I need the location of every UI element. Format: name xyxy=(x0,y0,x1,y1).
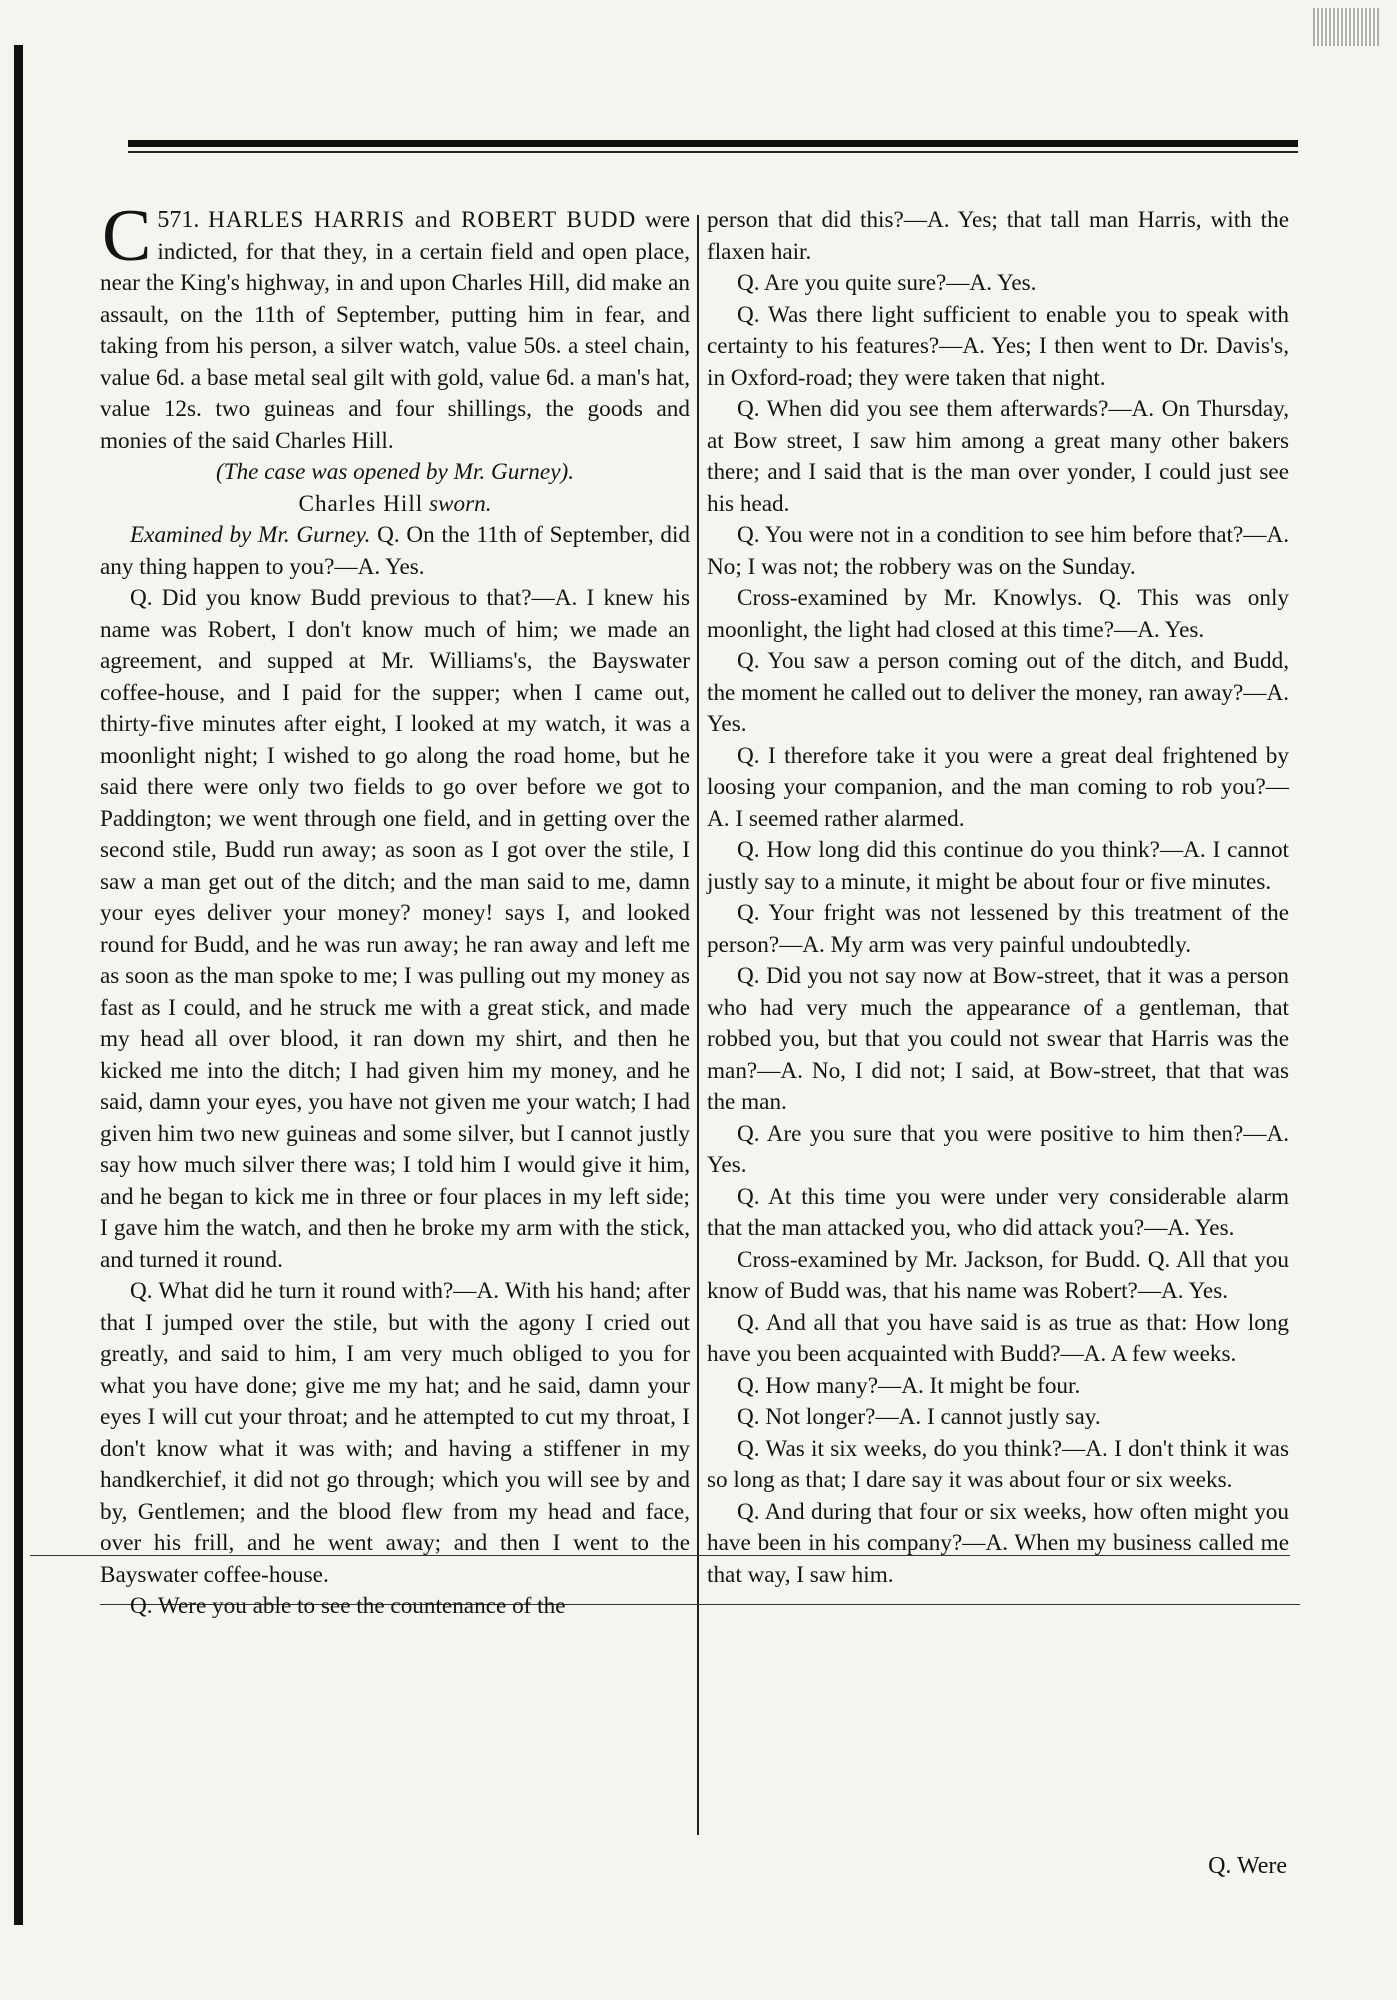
right-paragraph: Q. Not longer?—A. I cannot justly say. xyxy=(737,1404,1101,1430)
catchword: Q. Were xyxy=(1208,1853,1287,1879)
left-paragraph: Q. Were you able to see the countenance of the xyxy=(130,1593,566,1619)
right-paragraph: Q. And during that four or six weeks, how often might you have been in his company?—A. When my business called me that way, I saw him. xyxy=(707,1498,1289,1588)
right-paragraph: Q. At this time you were under very considerable alarm that the man attacked you, who did attack you?—A. Yes. xyxy=(707,1183,1289,1241)
cross-examination-jackson: Cross-examined by Mr. Jackson, for Budd. Q. All that you know of Budd was, that his name was Robert?—A. Yes. xyxy=(707,1246,1289,1304)
right-paragraph: Q. And all that you have said is as true as that: How long have you been acquainted with Budd?—A. A few weeks. xyxy=(707,1309,1289,1367)
defendant-names: HARLES HARRIS and ROBERT BUDD xyxy=(208,207,637,233)
right-paragraph: Q. Was there light sufficient to enable you to speak with certainty to his features?—A. Yes; I then went to Dr. Davis's, in Oxford-road; they were taken that night. xyxy=(707,301,1289,391)
right-paragraph: Q. How long did this continue do you think?—A. I cannot justly say to a minute, it might be about four or five minutes. xyxy=(707,837,1289,895)
examined-by: Examined by Mr. Gurney. xyxy=(130,522,371,548)
indictment-text: were indicted, for that they, in a certain field and open place, near the King's highway, in and upon Charles Hill, did make an assault, on the 11th of September, putting him in fear, and taking from his person, a silver watch, value 50s. a steel chain, value 6d. a base metal seal gilt with gold, value 6d. a man's hat, value 12s. two guineas and four shillings, the goods and monies of the said Charles Hill. xyxy=(100,207,691,454)
examination-paragraph xyxy=(100,520,690,583)
right-paragraph: Q. Your fright was not lessened by this treatment of the person?—A. My arm was very painful undoubtedly. xyxy=(707,900,1289,958)
right-column xyxy=(707,205,1289,1591)
right-paragraph: Q. I therefore take it you were a great deal frightened by loosing your companion, and the man coming to rob you?—A. I seemed rather alarmed. xyxy=(707,742,1289,832)
corner-stamp xyxy=(1313,8,1379,46)
left-paragraph: Q. Did you know Budd previous to that?—A. I knew his name was Robert, I don't know much of him; we made an agreement, and supped at Mr. Williams's, the Bayswater coffee-house, and I paid for the supper; when I came out, thirty-five minutes after eight, I looked at my watch, it was a moonlight night; I wished to go along the road home, but he said there were only two fields to go over before we got to Paddington; we went through one field, and in getting over the second stile, Budd run away; as soon as I got over the stile, I saw a man get out of the ditch; and the man said to me, damn your eyes deliver your money? money! says I, and looked round for Budd, and he was run away; he ran away and left me as soon as the man spoke to me; I was pulling out my money as fast as I could, and he struck me with a great stick, and made my head all over blood, it ran down my shirt, and then he kicked me into the ditch; I had given him my money, and he said, damn your eyes, you have not given me your watch; I had given him two new guineas and some silver, but I cannot justly say how much silver there was; I told him I would give it him, and he began to kick me in three or four places in my left side; I gave him the watch, and then he broke my arm with the stick, and turned it round. xyxy=(100,585,690,1273)
right-paragraph: Q. You were not in a condition to see him before that?—A. No; I was not; the robbery was on the Sunday. xyxy=(707,522,1289,580)
right-paragraph: Q. Was it six weeks, do you think?—A. I don't think it was so long as that; I dare say it was about four or six weeks. xyxy=(707,1435,1289,1493)
left-margin-bar xyxy=(14,45,23,1925)
witness-heading xyxy=(100,489,690,521)
cross-examination-knowlys: Cross-examined by Mr. Knowlys. Q. This was only moonlight, the light had closed at this time?—A. Yes. xyxy=(707,585,1289,643)
case-number: 571. xyxy=(157,207,200,233)
right-paragraph: Q. How many?—A. It might be four. xyxy=(737,1372,1081,1399)
left-column xyxy=(100,195,691,1623)
header-rule-thin xyxy=(128,151,1298,153)
case-opened-note: (The case was opened by Mr. Gurney). xyxy=(215,459,575,485)
sworn-label: sworn. xyxy=(429,490,492,517)
left-paragraph: Q. On the 11th of September, did any thing happen to you?—A. Yes. xyxy=(100,522,690,580)
header-rule-thick xyxy=(128,140,1298,147)
right-paragraph: Q. You saw a person coming out of the ditch, and Budd, the moment he called out to deliver the money, ran away?—A. Yes. xyxy=(707,648,1289,737)
column-divider xyxy=(697,215,699,1835)
witness-name: Charles Hill xyxy=(298,490,424,517)
right-paragraph: Q. Are you sure that you were positive to him then?—A. Yes. xyxy=(707,1120,1289,1178)
right-paragraph: person that did this?—A. Yes; that tall man Harris, with the flaxen hair. xyxy=(707,207,1289,265)
left-paragraph: Q. What did he turn it round with?—A. With his hand; after that I jumped over the stile, but with the agony I cried out greatly, and said to him, I am very much obliged to you for what you have done; give me my hat; and he said, damn your eyes I will cut your throat; and he attempted to cut my throat, I don't know what it was with; and having a stiffener in my handkerchief, it did not go through; which you will see by and by, Gentlemen; and the blood flew from my head and face, over his frill, and he went away; and then I went to the Bayswater coffee-house. xyxy=(100,1278,690,1588)
right-paragraph: Q. Are you quite sure?—A. Yes. xyxy=(737,270,1037,296)
drop-cap: C xyxy=(102,195,152,277)
case-opening xyxy=(100,195,691,457)
right-paragraph: Q. Did you not say now at Bow-street, that it was a person who had very much the appearance of a gentleman, that robbed you, but that you could not swear that Harris was the man?—A. No, I did not; I said, at Bow-street, that that was the man. xyxy=(707,963,1289,1115)
right-paragraph: Q. When did you see them afterwards?—A. On Thursday, at Bow street, I saw him among a great many other bakers there; and I said that is the man over yonder, I could just see his head. xyxy=(707,396,1289,517)
